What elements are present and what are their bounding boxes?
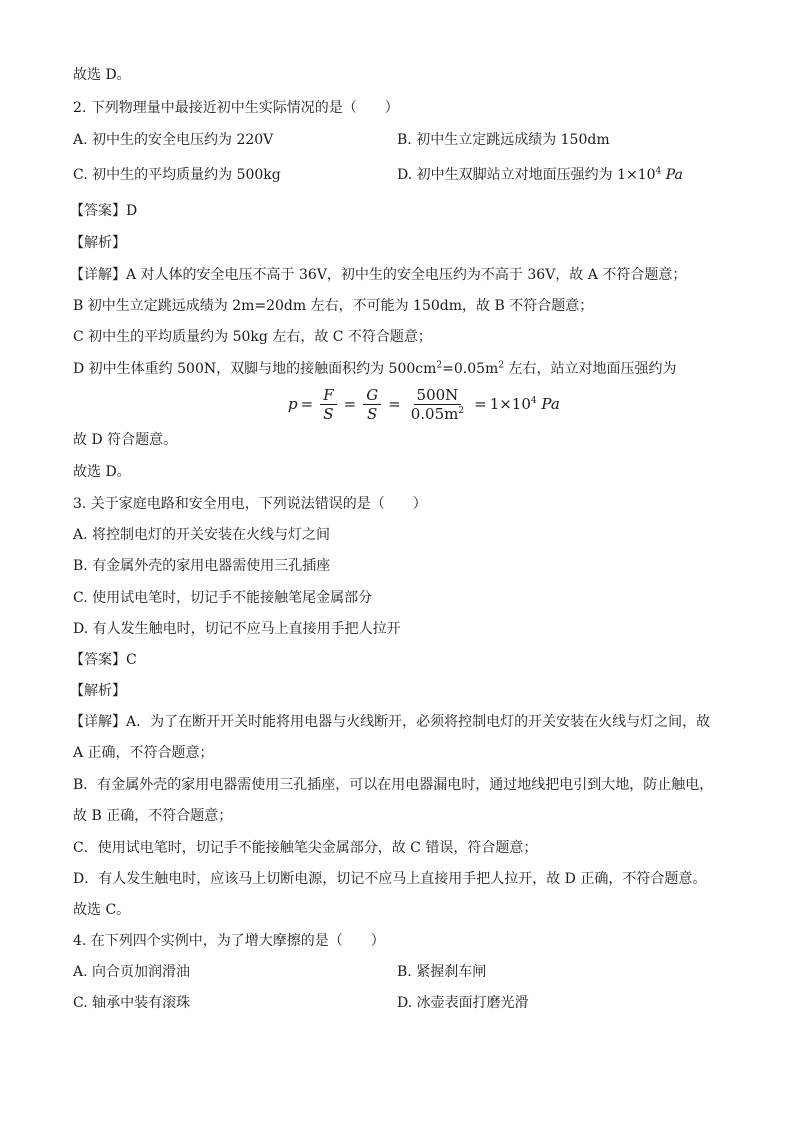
q3-detail-2: A 正确，不符合题意；: [73, 745, 214, 761]
q2-detail-4-mid: =0.05m: [442, 361, 499, 377]
q2-select-line: 故选 D。: [73, 464, 131, 480]
formula-rhs: [490, 395, 560, 413]
formula-fraction-3: [408, 386, 467, 423]
q3-analysis-heading: 【解析】: [70, 683, 126, 699]
q2-option-b: B. 初中生立定跳远成绩为 150dm: [397, 132, 610, 148]
q4-option-a: A. 向合页加润滑油: [73, 964, 191, 980]
q3-select-line: 故选 C。: [73, 902, 131, 918]
q2-detail-1: 【详解】A 对人体的安全电压不高于 36V，初中生的安全电压约为不高于 36V，故 A 不符合题意；: [70, 267, 687, 283]
q3-detail-4: 故 B 正确，不符合题意；: [73, 808, 233, 824]
q3-detail-3: B．有金属外壳的家用电器需使用三孔插座，可以在用电器漏电时，通过地线把电引到大地，防止触电，: [73, 777, 714, 793]
q3-detail-1: 【详解】A．为了在断开开关时能将用电器与火线断开，必须将控制电灯的开关安装在火线与灯之间，故: [70, 714, 711, 730]
q2-detail-4-exp1: 2: [436, 360, 443, 371]
q3-answer: 【答案】C: [70, 652, 137, 668]
q3-stem: 3. 关于家庭电路和安全用电，下列说法错误的是（ ）: [73, 496, 427, 512]
formula-rhs-unit: Pa: [541, 395, 560, 413]
formula-eq-2: =: [343, 395, 357, 413]
fraction-3-den-text: 0.05m: [410, 404, 459, 423]
formula-eq-1: =: [300, 395, 314, 413]
q2-option-d-exponent: 4: [655, 166, 662, 177]
q3-option-a: A. 将控制电灯的开关安装在火线与灯之间: [73, 527, 331, 543]
fraction-3-denominator: [408, 405, 467, 423]
formula-fraction-2: [363, 386, 381, 423]
fraction-1-denominator: S: [323, 404, 334, 423]
q2-option-d-text: D. 初中生双脚站立对地面压强约为 1×10: [397, 167, 656, 183]
q1-select-line: 故选 D。: [73, 67, 131, 83]
fraction-3-den-exp: 2: [458, 405, 465, 416]
formula-fraction-1: [320, 386, 336, 423]
q2-detail-4-text: D 初中生体重约 500N，双脚与地的接触面积约为 500cm: [73, 361, 437, 377]
q2-detail-4-tail: 左右，站立对地面压强约为: [504, 361, 677, 377]
formula-eq-4: =: [474, 395, 487, 413]
q4-option-d: D. 冰壶表面打磨光滑: [397, 995, 529, 1011]
q2-stem: 2. 下列物理量中最接近初中生实际情况的是（ ）: [73, 100, 399, 116]
q4-option-c: C. 轴承中装有滚珠: [73, 995, 191, 1011]
q2-option-d-unit: Pa: [661, 167, 683, 183]
q2-detail-4: [73, 360, 677, 378]
fraction-1-numerator: F: [320, 386, 336, 405]
q3-option-b: B. 有金属外壳的家用电器需使用三孔插座: [73, 558, 331, 574]
q2-conclusion: 故 D 符合题意。: [73, 432, 178, 448]
q2-detail-4-exp2: 2: [498, 360, 505, 371]
formula-rhs-exp: 4: [530, 396, 537, 406]
q2-analysis-heading: 【解析】: [70, 235, 126, 251]
q4-option-b: B. 紧握刹车闸: [397, 964, 487, 980]
q2-option-d: [397, 166, 683, 184]
q2-detail-3: C 初中生的平均质量约为 50kg 左右，故 C 不符合题意；: [73, 329, 432, 345]
q3-option-d: D. 有人发生触电时，切记不应马上直接用手把人拉开: [73, 621, 401, 637]
formula-lhs: p: [288, 395, 298, 413]
fraction-3-numerator: 500N: [414, 386, 462, 405]
fraction-2-numerator: G: [363, 386, 381, 405]
q2-answer: 【答案】D: [70, 203, 138, 219]
q3-detail-6: D．有人发生触电时，应该马上切断电源，切记不应马上直接用手把人拉开，故 D 正确，不符合题意。: [73, 871, 707, 887]
pressure-formula: [288, 384, 560, 424]
fraction-2-denominator: S: [367, 404, 378, 423]
q4-stem: 4. 在下列四个实例中，为了增大摩擦的是（ ）: [73, 933, 385, 949]
q3-detail-5: C．使用试电笔时，切记手不能接触笔尖金属部分，故 C 错误，符合题意；: [73, 840, 538, 856]
formula-eq-3: =: [388, 395, 401, 413]
q2-option-c: C. 初中生的平均质量约为 500kg: [73, 167, 281, 183]
formula-rhs-value: 1×10: [489, 395, 531, 413]
q3-option-c: C. 使用试电笔时，切记手不能接触笔尾金属部分: [73, 590, 373, 606]
q2-option-a: A. 初中生的安全电压约为 220V: [73, 132, 274, 148]
q2-detail-2: B 初中生立定跳远成绩为 2m=20dm 左右，不可能为 150dm，故 B 不符合题意；: [73, 298, 594, 314]
